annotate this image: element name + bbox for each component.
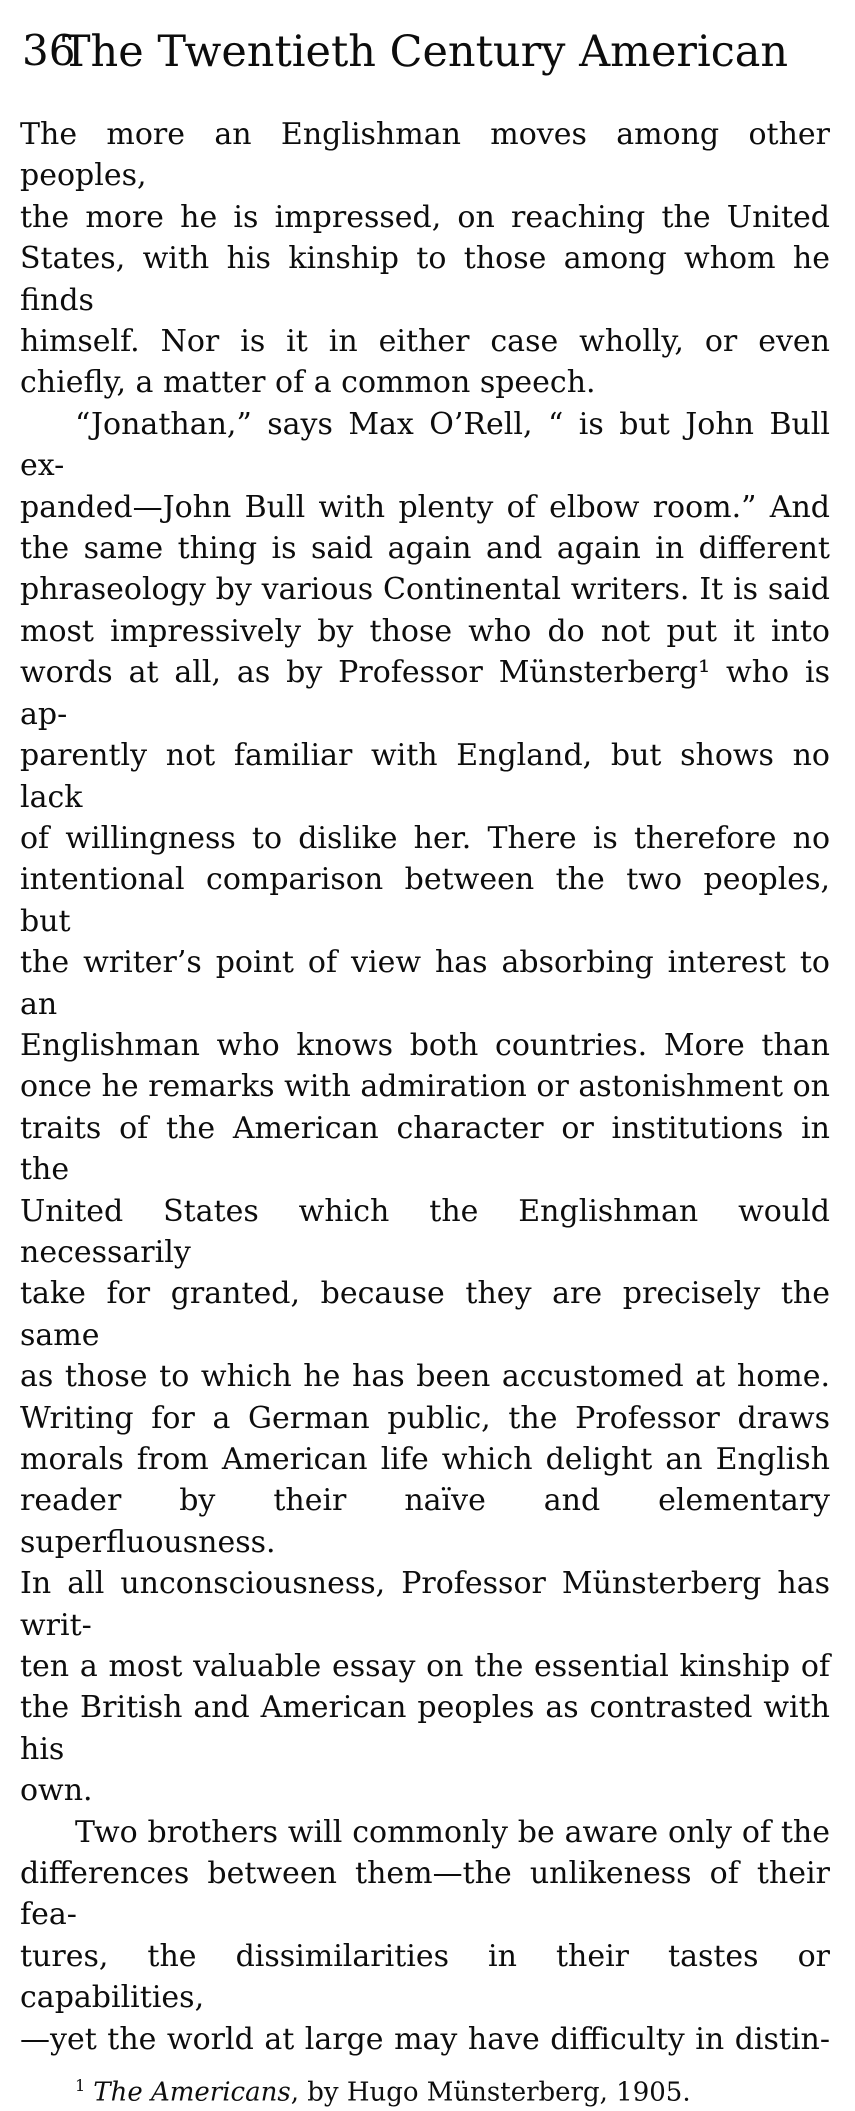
- text-line: as those to which he has been accustomed at home.: [20, 1359, 830, 1395]
- text-line: the more he is impressed, on reaching the United: [20, 199, 830, 235]
- text-line: traits of the American character or institutions in the: [20, 1110, 830, 1188]
- paragraph: [20, 1812, 830, 2060]
- text-line: words at all, as by Professor Münsterberg¹ who is ap-: [20, 655, 830, 732]
- text-line: United States which the Englishman would necessarily: [20, 1193, 830, 1270]
- text-line: own.: [20, 1773, 93, 1809]
- paragraph: [20, 114, 830, 404]
- text-line: In all unconsciousness, Professor Münsterberg has writ-: [20, 1566, 830, 1643]
- text-line: take for granted, because they are precisely the same: [20, 1276, 830, 1353]
- text-line: The more an Englishman moves among other peoples,: [20, 117, 830, 194]
- text-line: Englishman who knows both countries. More than: [20, 1027, 830, 1063]
- text-line: morals from American life which delight an English: [20, 1442, 830, 1477]
- text-line: States, with his kinship to those among whom he finds: [20, 241, 830, 318]
- body-text: [20, 114, 830, 2060]
- text-line: —yet the world at large may have difficulty in distin-: [20, 2021, 830, 2057]
- text-line: panded—John Bull with plenty of elbow room.” And: [20, 489, 830, 525]
- text-line: most impressively by those who do not put it into: [20, 613, 830, 649]
- text-line: intentional comparison between the two peoples, but: [20, 862, 830, 939]
- page-header: [20, 22, 830, 82]
- text-line: chiefly, a matter of a common speech.: [20, 365, 596, 401]
- text-line: differences between them—the unlikeness of their fea-: [20, 1856, 830, 1933]
- text-line: phraseology by various Continental writers. It is said: [20, 572, 830, 608]
- paragraph: [20, 404, 830, 1812]
- text-line: of willingness to dislike her. There is therefore no: [20, 820, 830, 856]
- footnote-work-title: The Americans: [93, 2077, 291, 2108]
- text-line: Writing for a German public, the Professor draws: [20, 1400, 830, 1436]
- text-line: “Jonathan,” says Max O’Rell, “ is but John Bull ex-: [20, 406, 830, 484]
- text-line: tures, the dissimilarities in their tastes or capabilities,: [20, 1938, 830, 2016]
- page-number: 36: [22, 26, 76, 75]
- running-title: The Twentieth Century American: [61, 27, 789, 77]
- text-line: the British and American peoples as contrasted with his: [20, 1690, 830, 1767]
- footnote-marker: 1: [75, 2076, 86, 2096]
- footnote: [20, 2068, 830, 2111]
- text-line: the same thing is said again and again in different: [20, 531, 830, 567]
- text-line: the writer’s point of view has absorbing interest to an: [20, 945, 830, 1022]
- text-line: himself. Nor is it in either case wholly, or even: [20, 324, 830, 360]
- text-line: once he remarks with admiration or astonishment on: [20, 1069, 830, 1105]
- footnote-text: , by Hugo Münsterberg, 1905.: [290, 2077, 691, 2108]
- text-line: ten a most valuable essay on the essential kinship of: [20, 1649, 830, 1685]
- text-line: Two brothers will commonly be aware only of the: [75, 1814, 830, 1850]
- text-line: reader by their naïve and elementary superfluousness.: [20, 1483, 830, 1560]
- text-line: parently not familiar with England, but shows no lack: [20, 738, 830, 815]
